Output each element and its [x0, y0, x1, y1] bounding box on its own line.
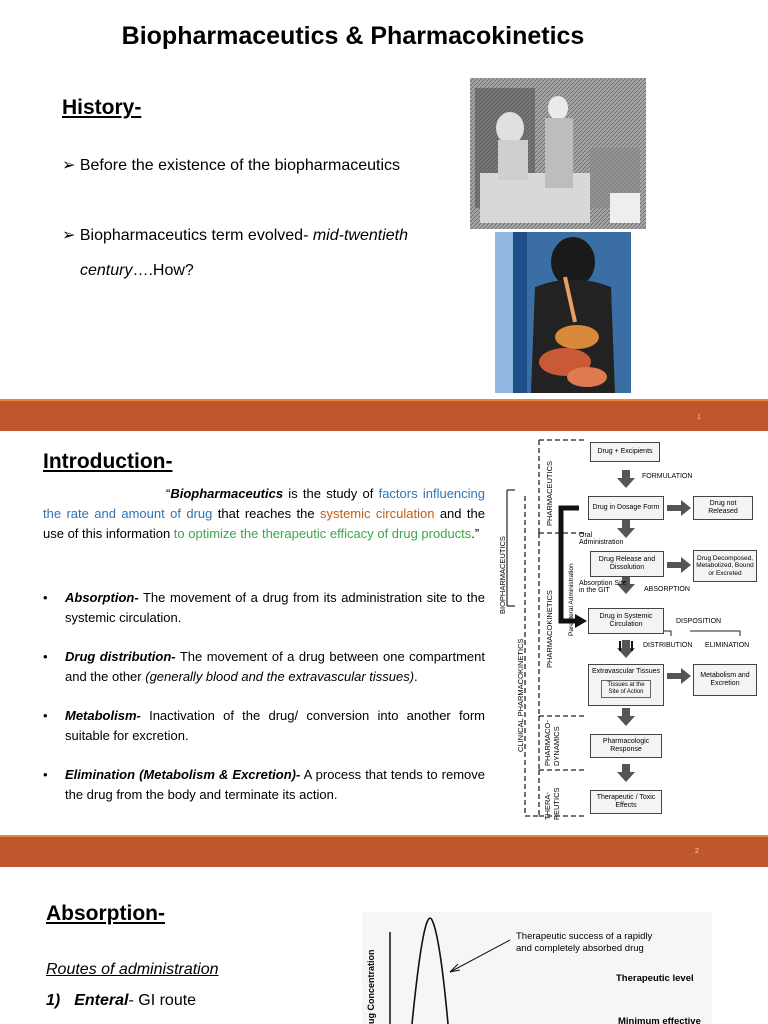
flow-box-not-released: Drug not Released	[693, 496, 753, 520]
biopharmaceutics-definition: “Biopharmaceutics is the study of factors influencing the rate and amount of drug that reaches the systemic circulation and the use of this information to optimize the therapeutic efficacy of drug products.”	[43, 486, 485, 541]
flow-box-toxic: Therapeutic / Toxic Effects	[590, 790, 662, 814]
arrow-bullet-icon: ➢	[62, 157, 76, 174]
flow-box-systemic: Drug in Systemic Circulation	[588, 608, 664, 634]
history-bullet-2: ➢ Biopharmaceutics term evolved- mid-twentieth century….How?	[62, 227, 408, 279]
flow-vlabel-pharmacodynamics: PHARMACO- DYNAMICS	[543, 720, 561, 766]
slide1-title: Biopharmaceutics & Pharmacokinetics	[121, 22, 585, 50]
history-heading: History-	[62, 96, 142, 119]
slide1-footer-bar	[0, 401, 768, 431]
flow-box-extravascular: Extravascular Tissues Tissues at the Site of Action	[588, 664, 664, 706]
flow-vlabel-clinical-pk: CLINICAL PHARMACOKINETICS	[516, 638, 525, 752]
flow-box-metab-excretion: Metabolism and Excretion	[693, 664, 757, 696]
graph-therapeutic-level: Therapeutic level	[616, 973, 694, 984]
flow-label-oral: Oral Administration	[579, 532, 624, 546]
flow-box-decomposed: Drug Decomposed, Metabolized, Bound or Excreted	[693, 550, 757, 582]
graph-ylabel: ug Concentration	[366, 949, 376, 1024]
flow-vlabel-parenteral: Parenteral Administration	[568, 563, 575, 636]
flow-box-site-of-action: Tissues at the Site of Action	[601, 680, 651, 698]
bullet-absorption: • Absorption- The movement of a drug from its administration site to the systemic circulation.	[43, 590, 485, 625]
biopharmaceutics-flowchart	[495, 436, 763, 824]
flow-label-absorption: ABSORPTION	[644, 586, 690, 593]
slide2-footer-bar	[0, 837, 768, 867]
flow-box-dosage-form: Drug in Dosage Form	[588, 496, 664, 520]
concentration-graph	[362, 912, 712, 1024]
flow-box-pharm-response: Pharmacologic Response	[590, 734, 662, 758]
historical-engraving-image	[470, 78, 646, 229]
definition-list	[43, 588, 485, 804]
slide1-page-number: 1	[697, 414, 701, 421]
flow-label-absorption-site: Absorption Site in the GIT	[579, 580, 627, 594]
flow-vlabel-therapeutics: THERA- PEUTICS	[543, 787, 561, 820]
flow-label-elimination: ELIMINATION	[705, 642, 750, 649]
bullet-metabolism: • Metabolism- Inactivation of the drug/ conversion into another form suitable for excretion.	[43, 708, 485, 743]
flow-vlabel-pharmacokinetics: PHARMACOKINETICS	[545, 590, 554, 668]
flow-label-formulation: FORMULATION	[642, 473, 693, 480]
bullet-elimination: • Elimination (Metabolism & Excretion)- A process that tends to remove the drug from the body and terminate its action.	[43, 767, 485, 802]
slide2-page-number: 2	[695, 848, 699, 855]
absorption-heading: Absorption-	[46, 902, 165, 925]
flow-box-release: Drug Release and Dissolution	[590, 551, 664, 577]
flow-label-distribution: DISTRIBUTION	[643, 642, 693, 649]
route-item-enteral: 1) Enteral- GI route	[46, 992, 197, 1009]
flow-vlabel-biopharmaceutics: BIOPHARMACEUTICS	[498, 536, 507, 614]
digestive-system-image	[495, 232, 631, 393]
routes-subheading: Routes of administration	[46, 961, 219, 978]
graph-annotation: Therapeutic success of a rapidly and completely absorbed drug	[516, 931, 653, 954]
arrow-bullet-icon: ➢	[62, 227, 76, 244]
flow-vlabel-pharmaceutics: PHARMACEUTICS	[545, 460, 554, 526]
bullet-distribution: • Drug distribution- The movement of a drug between one compartment and the other (generally blood and the extravascular tissues).	[43, 649, 486, 684]
graph-min-effective: Minimum effective	[618, 1016, 701, 1024]
flow-label-disposition: DISPOSITION	[676, 618, 722, 625]
introduction-heading: Introduction-	[43, 450, 173, 473]
flow-box-drug-excipients: Drug + Excipients	[590, 442, 660, 462]
history-bullet-1: ➢ Before the existence of the biopharmaceutics	[62, 157, 401, 174]
